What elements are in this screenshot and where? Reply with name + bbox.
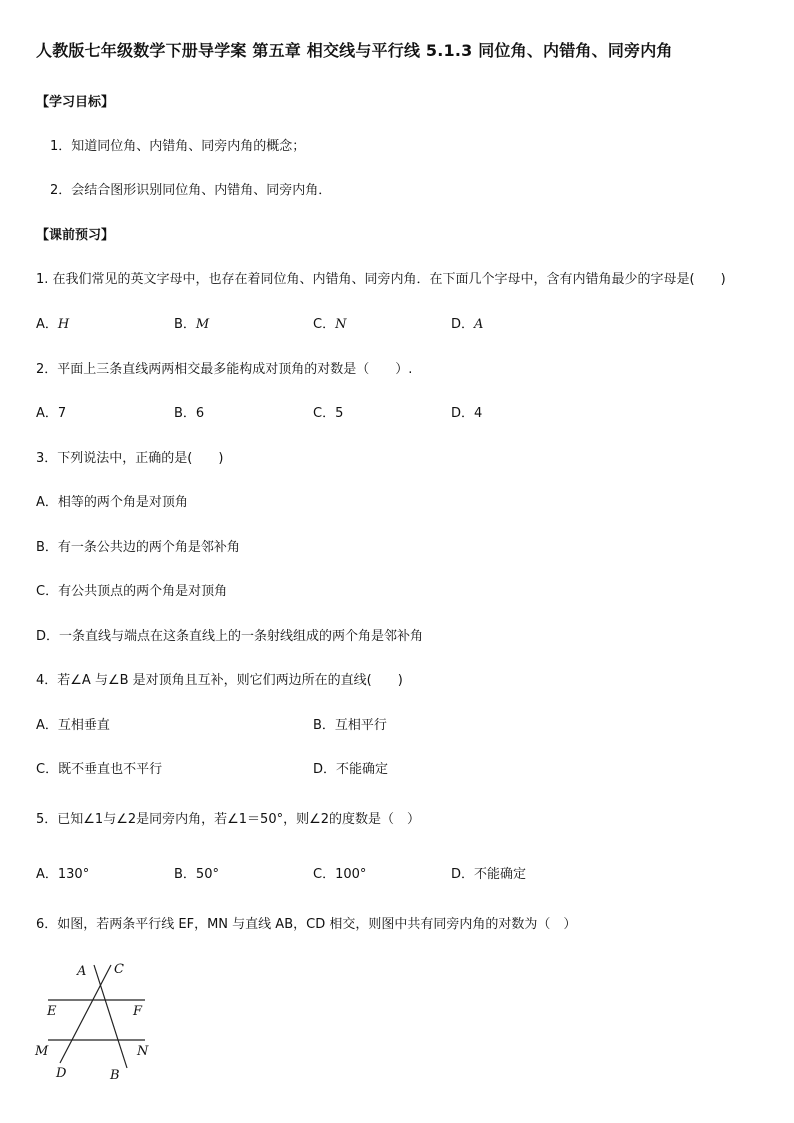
label-c: C xyxy=(114,962,124,977)
question-3-option-b: B．有一条公共边的两个角是邻补角 xyxy=(36,540,240,555)
preview-heading: 【课前预习】 xyxy=(36,228,115,243)
option-prefix: B． xyxy=(174,317,196,332)
question-6-stem: 6．如图，若两条平行线 EF，MN 与直线 AB，CD 相交，则图中共有同旁内角的对数为（ ） xyxy=(36,917,577,932)
question-1-option-c xyxy=(313,313,346,332)
question-2-option-d: D．4 xyxy=(451,406,483,421)
question-4-stem: 4．若∠A 与∠B 是对顶角且互补，则它们两边所在的直线( ) xyxy=(36,673,403,688)
option-value: A xyxy=(474,317,484,332)
question-2-option-a: A．7 xyxy=(36,406,67,421)
question-4-option-a: A．互相垂直 xyxy=(36,718,110,733)
question-4-option-d: D．不能确定 xyxy=(313,762,389,777)
label-b: B xyxy=(110,1068,120,1083)
question-1-option-d xyxy=(451,313,483,332)
label-m: M xyxy=(35,1044,49,1059)
line-ab xyxy=(94,965,127,1068)
question-2-stem: 2．平面上三条直线两两相交最多能构成对顶角的对数是（ ）. xyxy=(36,362,413,377)
option-value: N xyxy=(335,317,347,332)
question-5-option-d: D．不能确定 xyxy=(451,867,527,882)
objectives-heading: 【学习目标】 xyxy=(36,95,115,110)
question-1-stem: 1. 在我们常见的英文字母中，也存在着同位角、内错角、同旁内角．在下面几个字母中，含有内错角最少的字母是( ) xyxy=(36,272,726,287)
label-e: E xyxy=(47,1004,57,1019)
question-5-option-c: C．100° xyxy=(313,867,367,882)
question-3-option-d: D．一条直线与端点在这条直线上的一条射线组成的两个角是邻补角 xyxy=(36,629,424,644)
option-value: H xyxy=(57,317,70,332)
question-5-option-a: A．130° xyxy=(36,867,90,882)
option-prefix: A． xyxy=(36,317,58,332)
question-1-option-a xyxy=(36,313,69,332)
option-value: M xyxy=(195,317,210,332)
objective-item: 1．知道同位角、内错角、同旁内角的概念； xyxy=(50,139,306,154)
question-4-option-c: C．既不垂直也不平行 xyxy=(36,762,163,777)
question-5-option-b: B．50° xyxy=(174,867,219,882)
objective-item: 2．会结合图形识别同位角、内错角、同旁内角． xyxy=(50,183,332,198)
question-3-stem: 3．下列说法中，正确的是( ) xyxy=(36,451,224,466)
question-3-option-c: C．有公共顶点的两个角是对顶角 xyxy=(36,584,228,599)
question-2-option-b: B．6 xyxy=(174,406,205,421)
label-a: A xyxy=(77,964,87,979)
label-n: N xyxy=(137,1044,149,1059)
line-cd xyxy=(60,965,111,1063)
parallel-lines-figure xyxy=(30,955,170,1085)
question-5-stem: 5．已知∠1与∠2是同旁内角，若∠1＝50°，则∠2的度数是（ ） xyxy=(36,812,421,827)
label-d: D xyxy=(56,1066,67,1081)
question-4-option-b: B．互相平行 xyxy=(313,718,387,733)
question-3-option-a: A．相等的两个角是对顶角 xyxy=(36,495,188,510)
option-prefix: C． xyxy=(313,317,336,332)
question-1-option-b xyxy=(174,313,209,332)
label-f: F xyxy=(133,1004,143,1019)
question-2-option-c: C．5 xyxy=(313,406,344,421)
page-title: 人教版七年级数学下册导学案 第五章 相交线与平行线 5.1.3 同位角、内错角、同旁内角 xyxy=(36,41,673,60)
option-prefix: D． xyxy=(451,317,475,332)
